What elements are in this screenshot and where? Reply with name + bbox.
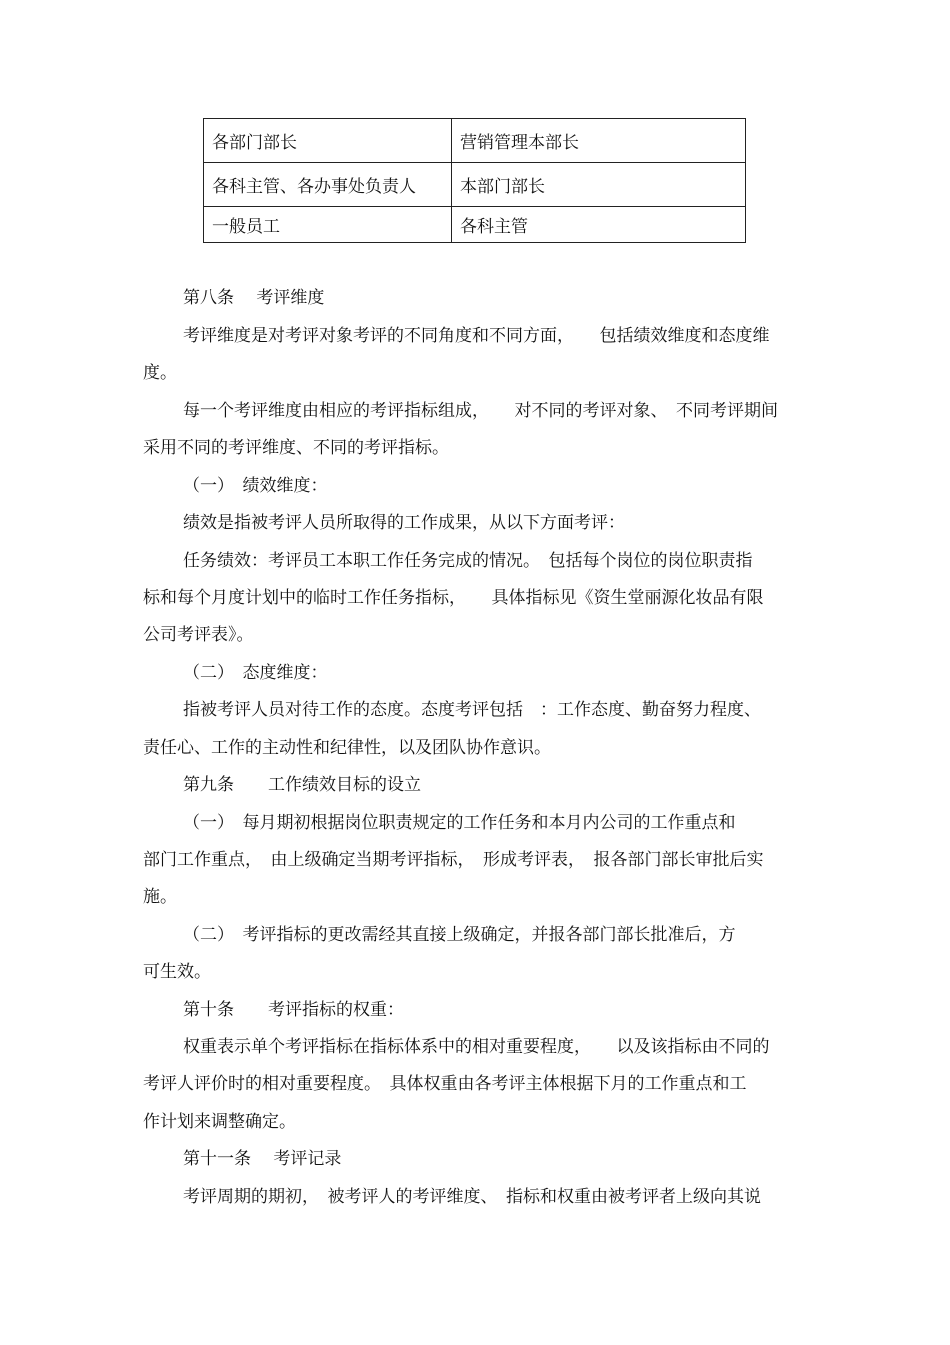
table-row bbox=[204, 163, 746, 207]
section-heading-attitude: （二） 态度维度： bbox=[183, 663, 328, 683]
article-8-heading: 第八条 考评维度 bbox=[183, 288, 325, 308]
paragraph-line: 标和每个月度计划中的临时工作任务指标， 具体指标见《资生堂丽源化妆品有限 bbox=[143, 588, 764, 608]
paragraph-line: （二） 考评指标的更改需经其直接上级确定，并报各部门部长批准后，方 bbox=[183, 925, 736, 945]
table-row bbox=[204, 119, 746, 163]
paragraph-line: 每一个考评维度由相应的考评指标组成， 对不同的考评对象、 不同考评期间 bbox=[183, 401, 778, 421]
paragraph-line: 考评人评价时的相对重要程度。 具体权重由各考评主体根据下月的工作重点和工 bbox=[143, 1074, 747, 1094]
table-cell-evaluator: 各科主管 bbox=[452, 207, 746, 243]
paragraph-line: 采用不同的考评维度、不同的考评指标。 bbox=[143, 438, 449, 458]
paragraph-line: 权重表示单个考评指标在指标体系中的相对重要程度， 以及该指标由不同的 bbox=[183, 1037, 770, 1057]
paragraph-line: 绩效是指被考评人员所取得的工作成果，从以下方面考评： bbox=[183, 513, 625, 533]
evaluator-table bbox=[203, 118, 746, 243]
paragraph-line: 公司考评表》。 bbox=[143, 625, 254, 645]
paragraph-line: 作计划来调整确定。 bbox=[143, 1112, 296, 1132]
paragraph-line: 考评周期的期初， 被考评人的考评维度、 指标和权重由被考评者上级向其说 bbox=[183, 1187, 761, 1207]
paragraph-line: （一） 每月期初根据岗位职责规定的工作任务和本月内公司的工作重点和 bbox=[183, 813, 736, 833]
table-cell-evaluatee: 各科主管、各办事处负责人 bbox=[204, 163, 452, 207]
table-cell-evaluator: 本部门部长 bbox=[452, 163, 746, 207]
paragraph-line: 可生效。 bbox=[143, 962, 211, 982]
article-11-heading: 第十一条 考评记录 bbox=[183, 1149, 342, 1169]
paragraph-line: 考评维度是对考评对象考评的不同角度和不同方面， 包括绩效维度和态度维 bbox=[183, 326, 770, 346]
paragraph-line: 施。 bbox=[143, 887, 177, 907]
article-10-heading: 第十条 考评指标的权重： bbox=[183, 1000, 404, 1020]
table-cell-evaluatee: 一般员工 bbox=[204, 207, 452, 243]
paragraph-line: 指被考评人员对待工作的态度。态度考评包括 ：工作态度、勤奋努力程度、 bbox=[183, 700, 761, 720]
section-heading-performance: （一） 绩效维度： bbox=[183, 476, 328, 496]
paragraph-line: 度。 bbox=[143, 363, 177, 383]
article-9-heading: 第九条 工作绩效目标的设立 bbox=[183, 775, 421, 795]
table-cell-evaluatee: 各部门部长 bbox=[204, 119, 452, 163]
paragraph-line: 责任心、工作的主动性和纪律性，以及团队协作意识。 bbox=[143, 738, 551, 758]
table-cell-evaluator: 营销管理本部长 bbox=[452, 119, 746, 163]
paragraph-line: 部门工作重点， 由上级确定当期考评指标， 形成考评表， 报各部门部长审批后实 bbox=[143, 850, 764, 870]
paragraph-line: 任务绩效：考评员工本职工作任务完成的情况。 包括每个岗位的岗位职责指 bbox=[183, 551, 753, 571]
table-row bbox=[204, 207, 746, 243]
